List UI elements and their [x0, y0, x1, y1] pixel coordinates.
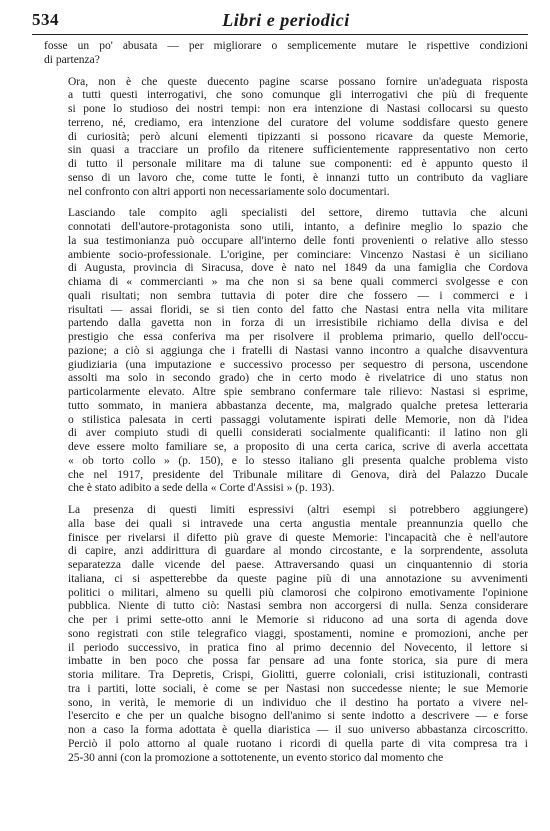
text-line: storia militare. Tra Depretis, Crispi, Giolitti, guerre coloniali, crisi istituzionali, contrasti: [68, 669, 528, 681]
text-line: sono, in verità, le memorie di un individuo che il destino ha portato a vivere nel-: [68, 696, 528, 709]
running-title: Libri e periodici: [222, 10, 350, 30]
text-line: finisce per rivelarsi il difetto più grave di queste Memorie: l'incapacità che è nell'autore: [68, 531, 528, 544]
text-line: assolti ma solo in secondo grado) che in certo modo è rivelatrice di uno status non: [68, 372, 528, 385]
text-line: separatezza dalle vicende del paese. Attraversando quasi un cinquantennio di storia: [68, 559, 528, 571]
running-header: [32, 10, 528, 32]
paragraph: [44, 76, 528, 200]
text-line: giudiziaria (una imputazione e successivo processo per sequestro di persona, uscendone: [68, 358, 528, 371]
text-line: Perciò il polo attorno al quale ruotano i ricordi di quella parte di vita compresa tra i: [68, 737, 528, 750]
book-page: [32, 10, 528, 764]
text-line: italiana, ci si aspetterebbe da queste pagine più di una annotazione su avvenimenti: [68, 572, 528, 585]
text-line: sin quasi a tracciare un profilo da ritenere sufficientemente rappresentativo non certo: [68, 144, 528, 157]
text-line: partendo dalla gavetta non in forza di un irresistibile richiamo della divisa e del: [68, 317, 528, 330]
text-line: la sua testimonianza può occupare all'interno delle fonti provenienti o relative allo stesso: [68, 234, 528, 247]
text-line: tutto sommato, in maniera abbastanza decente, ma, malgrado qualche pretesa letteraria: [68, 399, 528, 412]
text-line: nel confronto con altri apporti non necessariamente solo documentari.: [68, 185, 390, 198]
text-line: il periodo successivo, in pratica fino al primo decennio del Novecento, il lettore si: [68, 641, 528, 654]
text-line: senso di un lavoro che, come tutte le fonti, è innanzi tutto un contributo da vagliare: [68, 171, 528, 184]
text-line: sono registrati con stile telegrafico viaggi, spostamenti, nomine e promozioni, anche per: [68, 627, 528, 640]
text-line: pubblica. Niente di tutto ciò: Nastasi sembra non accorgersi di nulla. Senza considerare: [68, 600, 528, 613]
text-line: quali risultati; non sembra tuttavia di poter dire che fossero — i commerci e i: [68, 289, 528, 302]
text-line: imbatte in ben poco che possa far pensare ad una fonte storica, sia pure di mera: [68, 655, 528, 668]
paragraph: [44, 207, 528, 496]
text-line: connotati dell'autore-protagonista sono utili, intanto, a definire meglio lo spazio che: [68, 221, 528, 233]
text-line: a tutti questi interrogativi, che sono comunque gli interrogativi che più di frequente: [68, 89, 528, 102]
text-line: alla base dei quali si intravede una certa angustia mentale preannunzia quello che: [68, 517, 528, 530]
text-line: che è stato adibito a sede della « Corte d'Assisi » (p. 193).: [68, 482, 335, 495]
page-number: 534: [32, 10, 59, 29]
text-line: ambiente socio-professionale. L'origine, per cominciare: Vincenzo Nastasi è un siciliano: [68, 248, 528, 261]
text-line: l'esercito e che per un qualche bisogno dell'animo si sente indotto a descrivere — e forse: [68, 710, 528, 723]
paragraph: [44, 40, 528, 68]
text-line: La presenza di questi limiti espressivi (altri esempi si potrebbero aggiungere): [68, 504, 528, 516]
header-rule: [32, 34, 528, 35]
text-line: fosse un po' abusata — per migliorare o semplicemente mutare le rispettive condizioni: [44, 40, 528, 52]
text-line: che per i primi sette-otto anni le Memorie si riducono ad una sorta di agenda dove: [68, 614, 528, 626]
text-line: « ob torto collo » (p. 150), e lo stesso italiano gli presenta qualche problema visto: [68, 454, 528, 467]
text-line: Lasciando tale compito agli specialisti del settore, diremo tuttavia che alcuni: [68, 207, 528, 220]
text-line: non a caso la forma adottata è quella diaristica — il suo universo abbastanza circoscritto.: [68, 724, 528, 736]
text-line: terreno, né, crediamo, era intenzione del curatore del volume soddisfare questo genere: [68, 116, 528, 129]
text-line: che nel 1917, presidente del Tribunale militare di Genova, dirà del Palazzo Ducale: [68, 468, 528, 481]
text-line: deve essere molto familiare se, a proposito di una certa carica, scrive di averla accettata: [68, 441, 528, 453]
text-line: di curiosità; però alcuni elementi tipizzanti si possono ricavare da queste Memorie,: [68, 130, 528, 143]
text-line: pazione; a ciò si aggiunga che i fratelli di Nastasi vanno incontro a qualche disavventura: [68, 344, 528, 357]
text-line: di aver compiuto studi di quelli considerati socialmente qualificanti: il latino non gli: [68, 427, 528, 440]
text-line: Ora, non è che queste duecento pagine scarse possano fornire un'adeguata risposta: [68, 75, 528, 88]
text-line: 25-30 anni (con la promozione a sottotenente, un evento storico dal momento che: [68, 751, 444, 764]
text-line: tra i partiti, lotte sociali, è come se per Nastasi non succedesse niente; le sue Memorie: [68, 682, 528, 695]
text-line: chiama di « commercianti » ma che non si sa bene quali commerci svolgesse e con: [68, 276, 528, 288]
text-line: si pone lo studioso dei nostri tempi: non era intenzione di Nastasi collocarsi su questo: [68, 103, 528, 115]
text-line: di capire, anzi addirittura di guardare al mondo circostante, e la sorprendente, assoluta: [68, 545, 528, 558]
text-line: di Augusta, provincia di Siracusa, dove è nato nel 1849 da una famiglia che Cordova: [68, 262, 528, 275]
paragraph: [44, 504, 528, 765]
text-line: di tutto il personale militare ma di talune sue componenti: ed è appunto questo il: [68, 158, 528, 170]
text-line: particolarmente elevato. Altre spie sembrano confermare tale rilievo: Nastasi si esprime,: [68, 386, 528, 398]
text-line: o stilistica palesata in certi passaggi volutamente ispirati delle Memorie, non dà l'idea: [68, 413, 528, 426]
text-line: politici o militari, almeno su quelli più clamorosi che colpirono emotivamente l'opinione: [68, 586, 528, 599]
text-line: risultati — assai floridi, se si tien conto del fatto che Nastasi entra nella vita militare: [68, 303, 528, 316]
text-line: di partenza?: [44, 53, 100, 66]
text-line: prestigio che essa conferiva ma per risolvere il problema primario, quello dell'occu-: [68, 331, 528, 343]
page-body: [44, 40, 528, 765]
